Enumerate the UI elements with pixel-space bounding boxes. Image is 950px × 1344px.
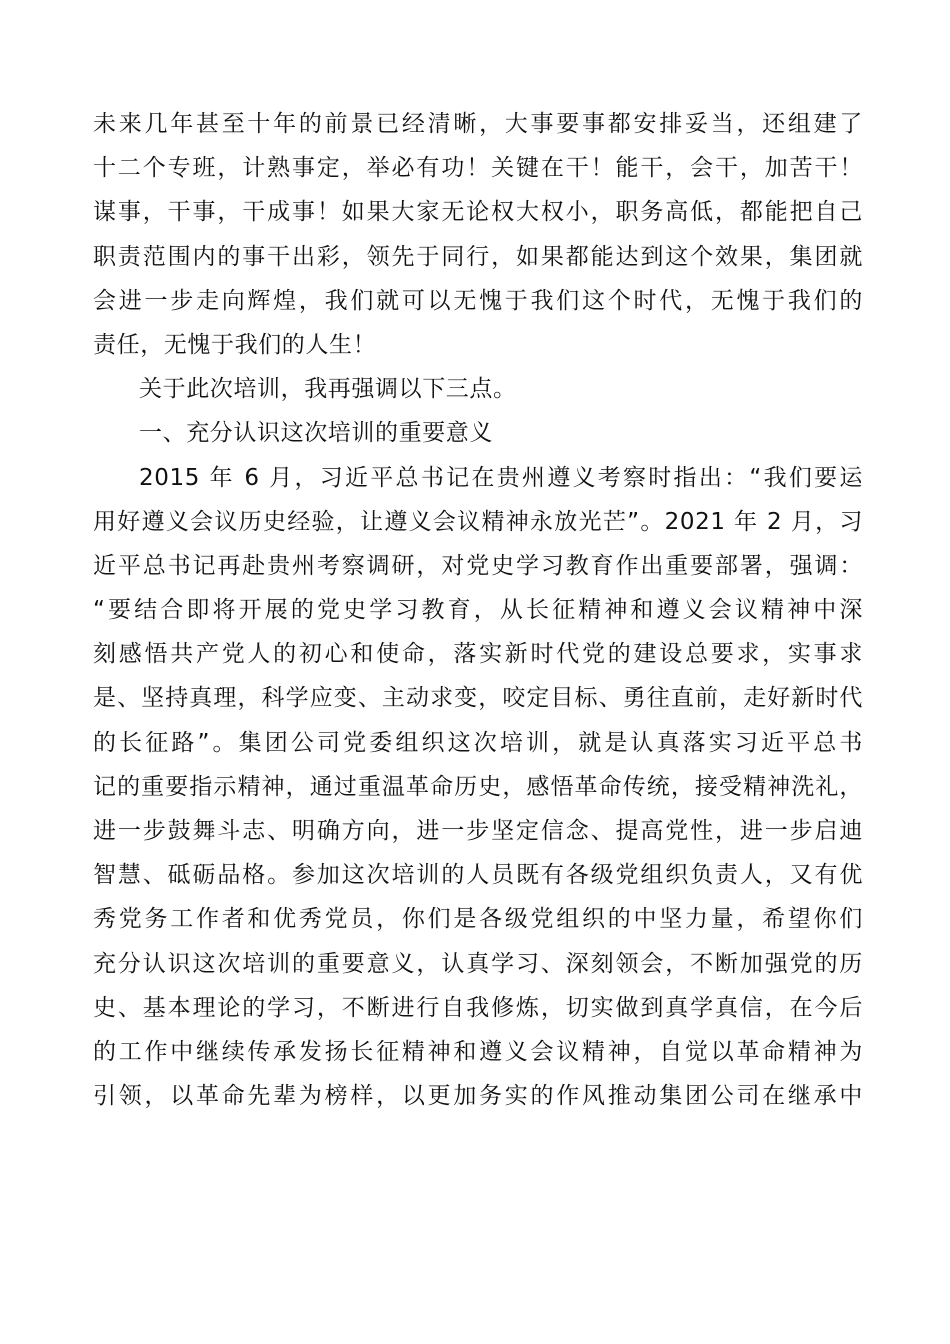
text-line: 职责范围内的事干出彩，领先于同行，如果都能达到这个效果，集团就 — [93, 243, 863, 270]
text-line: 的工作中继续传承发扬长征精神和遵义会议精神，自觉以革命精神为 — [93, 1038, 863, 1065]
text-line: 的长征路”。集团公司党委组织这次培训，就是认真落实习近平总书 — [93, 729, 863, 756]
text-line: 近平总书记再赴贵州考察调研，对党史学习教育作出重要部署，强调： — [93, 552, 863, 579]
section-heading: 一、充分认识这次培训的重要意义 — [139, 420, 493, 447]
body-text — [93, 102, 863, 1118]
paragraph-intro: 关于此次培训，我再强调以下三点。 — [139, 376, 517, 403]
text-line: 是、坚持真理，科学应变、主动求变，咬定目标、勇往直前，走好新时代 — [93, 685, 863, 712]
text-line: 史、基本理论的学习，不断进行自我修炼，切实做到真学真信，在今后 — [93, 994, 863, 1021]
text-line: 刻感悟共产党人的初心和使命，落实新时代党的建设总要求，实事求 — [93, 641, 863, 668]
text-line: 会进一步走向辉煌，我们就可以无愧于我们这个时代，无愧于我们的 — [93, 287, 863, 314]
text-line: 责任，无愧于我们的人生！ — [93, 331, 377, 358]
text-line: 未来几年甚至十年的前景已经清晰，大事要事都安排妥当，还组建了 — [93, 111, 863, 137]
text-line: 用好遵义会议历史经验，让遵义会议精神永放光芒”。2021 年 2 月，习 — [93, 508, 863, 535]
text-line: 2015 年 6 月，习近平总书记在贵州遵义考察时指出：“我们要运 — [139, 464, 863, 491]
text-line: 记的重要指示精神，通过重温革命历史，感悟革命传统，接受精神洗礼， — [93, 773, 863, 800]
text-line: 谋事，干事，干成事！如果大家无论权大权小，职务高低，都能把自己 — [93, 199, 863, 226]
text-line: 引领，以革命先辈为榜样，以更加务实的作风推动集团公司在继承中 — [93, 1083, 863, 1110]
text-line: 十二个专班，计熟事定，举必有功！关键在干！能干，会干，加苦干！ — [93, 155, 863, 182]
text-line: 充分认识这次培训的重要意义，认真学习、深刻领会，不断加强党的历 — [93, 950, 863, 977]
text-line: “要结合即将开展的党史学习教育，从长征精神和遵义会议精神中深 — [93, 597, 863, 624]
text-line: 进一步鼓舞斗志、明确方向，进一步坚定信念、提高党性，进一步启迪 — [93, 818, 863, 844]
text-line: 秀党务工作者和优秀党员，你们是各级党组织的中坚力量，希望你们 — [93, 906, 863, 933]
text-line: 智慧、砥砺品格。参加这次培训的人员既有各级党组织负责人，又有优 — [93, 862, 863, 889]
